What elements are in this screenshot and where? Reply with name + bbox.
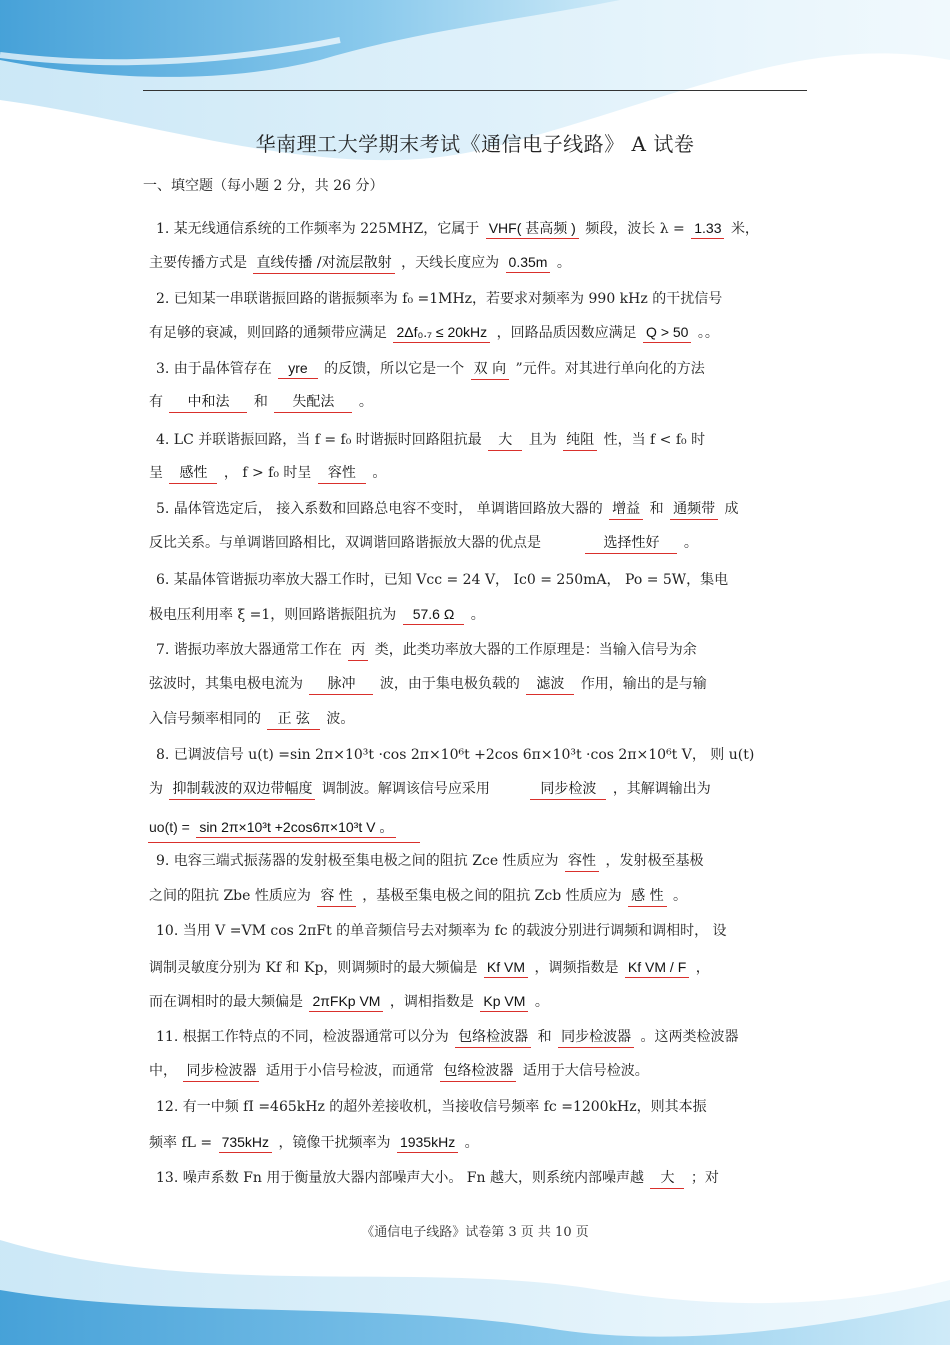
q7-text: 类，此类功率放大器的工作原理是：当输入信号为余 bbox=[374, 642, 697, 658]
q10-text: ， bbox=[695, 960, 710, 976]
q13-line-1 bbox=[156, 1168, 816, 1189]
q5-text: 反比关系。与单调谐回路相比，双调谐回路谐振放大器的优点是 bbox=[149, 535, 541, 551]
q9-text: ，基极至集电极之间的阻抗 Zcb 性质应为 bbox=[362, 888, 622, 904]
q1-answer-band: VHF( 甚高频 ) bbox=[486, 218, 579, 239]
q13-answer-larger: 大 bbox=[650, 1168, 684, 1189]
q3-answer-yre: yre bbox=[278, 358, 317, 379]
q4-answer-max: 大 bbox=[488, 430, 522, 451]
q1-text: 米， bbox=[730, 221, 759, 237]
q4-answer-capacitive: 容性 bbox=[318, 463, 366, 484]
q7-line-1 bbox=[156, 640, 816, 661]
q1-answer-wavelength: 1.33 bbox=[691, 218, 724, 239]
q11-text: 和 bbox=[537, 1029, 552, 1045]
q10-text: 调制灵敏度分别为 Kf 和 Kp，则调频时的最大频偏是 bbox=[149, 960, 478, 976]
q11-text: 适用于大信号检波。 bbox=[522, 1063, 649, 1079]
q9-answer-zbe: 容 性 bbox=[317, 886, 355, 907]
q12-answer-image: 1935kHz bbox=[397, 1132, 458, 1153]
q11-answer-synchronous: 同步检波器 bbox=[558, 1027, 634, 1048]
q3-text: 的反馈，所以它是一个 bbox=[324, 361, 465, 377]
q5-answer-selectivity: 选择性好 bbox=[585, 533, 677, 554]
q2-text: 有足够的衰减，则回路的通频带应满足 bbox=[149, 325, 387, 341]
q11-answer-large-signal: 包络检波器 bbox=[440, 1061, 516, 1082]
q3-line-1 bbox=[156, 358, 816, 380]
q4-text: 4. LC 并联谐振回路，当 f = f₀ 时谐振时回路阻抗最 bbox=[156, 432, 482, 448]
q7-text: 作用，输出的是与输 bbox=[580, 676, 707, 692]
q2-text: ，回路品质因数应满足 bbox=[496, 325, 637, 341]
q3-text: 3. 由于晶体管存在 bbox=[156, 361, 272, 377]
q9-answer-zce: 容性 bbox=[565, 851, 599, 872]
q2-line-1: 2. 已知某一串联谐振回路的谐振频率为 f₀ =1MHz，若要求对频率为 990 kHz 的干扰信号 bbox=[156, 291, 723, 307]
q9-text: 。 bbox=[673, 888, 688, 904]
q1-text: 频段，波长 λ = bbox=[585, 221, 685, 237]
q4-text: 且为 bbox=[528, 432, 557, 448]
q3-line-2 bbox=[149, 392, 809, 413]
q9-line-1 bbox=[156, 851, 816, 872]
q3-text: 和 bbox=[253, 394, 268, 410]
q7-text: 7. 谐振功率放大器通常工作在 bbox=[156, 642, 342, 658]
q6-answer-impedance: 57.6 Ω bbox=[403, 604, 465, 625]
q1-text: 主要传播方式是 bbox=[149, 255, 247, 271]
q5-answer-bandwidth: 通频带 bbox=[670, 499, 718, 520]
q2-answer-bandwidth: 2Δf₀.₇ ≤ 20kHz bbox=[393, 322, 490, 343]
q10-text: 。 bbox=[534, 994, 549, 1010]
exam-title: 华南理工大学期末考试《通信电子线路》 A 试卷 bbox=[255, 132, 695, 156]
q8-line-1: 8. 已调波信号 u(t) =sin 2π×10³t ·cos 2π×10⁶t +2cos 6π×10³t ·cos 2π×10⁶t V， 则 u(t) bbox=[156, 747, 755, 763]
q4-text: ， f > f₀ 时呈 bbox=[223, 465, 312, 481]
q1-text: ，天线长度应为 bbox=[401, 255, 500, 271]
q9-text: 之间的阻抗 Zbe 性质应为 bbox=[149, 888, 311, 904]
q10-line-2 bbox=[149, 957, 809, 978]
q9-text: 9. 电容三端式振荡器的发射极至集电极之间的阻抗 Zce 性质应为 bbox=[156, 853, 559, 869]
q5-text: 和 bbox=[649, 501, 664, 517]
q8-text: 调制波。解调该信号应采用 bbox=[321, 781, 490, 797]
q1-answer-propagation: 直线传播 /对流层散射 bbox=[253, 253, 394, 274]
q3-answer-bidirectional: 双 向 bbox=[471, 359, 509, 380]
q4-line-2 bbox=[149, 463, 809, 484]
q10-text: 而在调相时的最大频偏是 bbox=[149, 994, 303, 1010]
q3-text: 。 bbox=[358, 394, 373, 410]
q4-answer-resistive: 纯阻 bbox=[563, 430, 597, 451]
q8-answer-dsb: 抑制载波的双边带幅度 bbox=[169, 779, 315, 800]
q3-answer-neutralization: 中和法 bbox=[169, 392, 247, 413]
q7-text: 波。 bbox=[326, 711, 355, 727]
q5-text: 。 bbox=[683, 535, 698, 551]
q13-text: 13. 噪声系数 Fn 用于衡量放大器内部噪声大小。 Fn 越大，则系统内部噪声越 bbox=[156, 1170, 644, 1186]
q1-line-1 bbox=[156, 218, 816, 239]
q7-line-2 bbox=[149, 674, 809, 695]
q7-answer-sine: 正 弦 bbox=[267, 709, 319, 730]
q11-text: 中， bbox=[149, 1063, 177, 1079]
q12-text: 频率 fL = bbox=[149, 1135, 213, 1151]
q1-text: 1. 某无线通信系统的工作频率为 225MHZ，它属于 bbox=[156, 221, 480, 237]
q5-line-2 bbox=[149, 533, 809, 554]
q4-answer-inductive: 感性 bbox=[169, 463, 217, 484]
q6-line-2 bbox=[149, 604, 809, 625]
q2-text: 。。 bbox=[697, 325, 719, 341]
q12-line-2 bbox=[149, 1132, 809, 1153]
q4-line-1 bbox=[156, 430, 816, 451]
q10-answer-pm-deviation: 2πFKp VM bbox=[309, 991, 383, 1012]
q8-text: 为 bbox=[149, 781, 163, 797]
q10-line-3 bbox=[149, 991, 809, 1012]
q5-line-1 bbox=[156, 499, 816, 520]
q11-answer-envelope: 包络检波器 bbox=[455, 1027, 531, 1048]
q7-answer-filter: 滤波 bbox=[526, 674, 574, 695]
q7-text: 弦波时，其集电极电流为 bbox=[149, 676, 303, 692]
page-footer: 《通信电子线路》试卷第 3 页 共 10 页 bbox=[361, 1225, 589, 1240]
q4-text: 。 bbox=[372, 465, 387, 481]
q6-text: 极电压利用率 ξ =1，则回路谐振阻抗为 bbox=[149, 607, 397, 623]
q7-line-3 bbox=[149, 709, 809, 730]
q8-answer-output: sin 2π×10³t +2cos6π×10³t V 。 bbox=[196, 817, 396, 838]
q8-line-2 bbox=[149, 779, 809, 800]
q2-answer-q: Q > 50 bbox=[643, 322, 691, 343]
q9-answer-zcb: 感 性 bbox=[628, 886, 666, 907]
q9-line-2 bbox=[149, 886, 809, 907]
section-heading: 一、填空题（每小题 2 分，共 26 分） bbox=[143, 178, 384, 194]
q3-text: ”元件。对其进行单向化的方法 bbox=[515, 361, 705, 377]
q13-text: ；对 bbox=[690, 1170, 719, 1186]
q3-text: 有 bbox=[149, 394, 163, 410]
q3-answer-mismatch: 失配法 bbox=[274, 392, 352, 413]
q12-answer-lo: 735kHz bbox=[219, 1132, 272, 1153]
q8-answer-box-line bbox=[148, 842, 420, 843]
q11-line-2 bbox=[149, 1061, 809, 1082]
q8-answer-sync-detect: 同步检波 bbox=[530, 779, 606, 800]
q7-answer-pulse: 脉冲 bbox=[309, 674, 373, 695]
q10-text: ，调频指数是 bbox=[534, 960, 619, 976]
q5-text: 5. 晶体管选定后， 接入系数和回路总电容不变时， 单调谐回路放大器的 bbox=[156, 501, 603, 517]
q11-text: 适用于小信号检波，而通常 bbox=[265, 1063, 434, 1079]
q12-text: 。 bbox=[464, 1135, 479, 1151]
q1-line-2 bbox=[149, 252, 809, 274]
q7-text: 入信号频率相同的 bbox=[149, 711, 261, 727]
q8-text: ，其解调输出为 bbox=[612, 781, 711, 797]
q11-line-1 bbox=[156, 1027, 816, 1048]
q4-text: 呈 bbox=[149, 465, 163, 481]
q6-line-1: 6. 某晶体管谐振功率放大器工作时，已知 Vcc = 24 V， Ic0 = 250mA， Po = 5W，集电 bbox=[156, 572, 729, 588]
q9-text: ，发射极至基极 bbox=[605, 853, 704, 869]
q12-line-1: 12. 有一中频 fI =465kHz 的超外差接收机，当接收信号频率 fc =1200kHz，则其本振 bbox=[156, 1099, 707, 1115]
q7-text: 波，由于集电极负载的 bbox=[379, 676, 520, 692]
q8-line-3 bbox=[149, 817, 809, 838]
q1-text: 。 bbox=[556, 255, 571, 271]
q10-answer-fm-deviation: Kf VM bbox=[484, 957, 528, 978]
q6-text: 。 bbox=[470, 607, 485, 623]
q5-text: 成 bbox=[724, 501, 739, 517]
q10-text: ，调相指数是 bbox=[389, 994, 474, 1010]
q5-answer-gain: 增益 bbox=[609, 499, 643, 520]
header-rule bbox=[143, 90, 807, 91]
q1-answer-antenna: 0.35m bbox=[506, 252, 551, 273]
q12-text: ，镜像干扰频率为 bbox=[278, 1135, 391, 1151]
q10-line-1: 10. 当用 V =VM cos 2πFt 的单音频信号去对频率为 fc 的载波分别进行调频和调相时， 设 bbox=[156, 923, 727, 939]
q2-line-2 bbox=[149, 322, 809, 343]
q8-text: uo(t) = bbox=[149, 819, 190, 835]
q4-text: 性，当 f < f₀ 时 bbox=[603, 432, 706, 448]
q11-text: 。这两类检波器 bbox=[640, 1029, 739, 1045]
q7-answer-class: 丙 bbox=[348, 640, 368, 661]
q11-answer-small-signal: 同步检波器 bbox=[183, 1061, 259, 1082]
q10-answer-fm-index: Kf VM / F bbox=[625, 957, 689, 978]
q10-answer-pm-index: Kp VM bbox=[480, 991, 528, 1012]
q11-text: 11. 根据工作特点的不同，检波器通常可以分为 bbox=[156, 1029, 449, 1045]
